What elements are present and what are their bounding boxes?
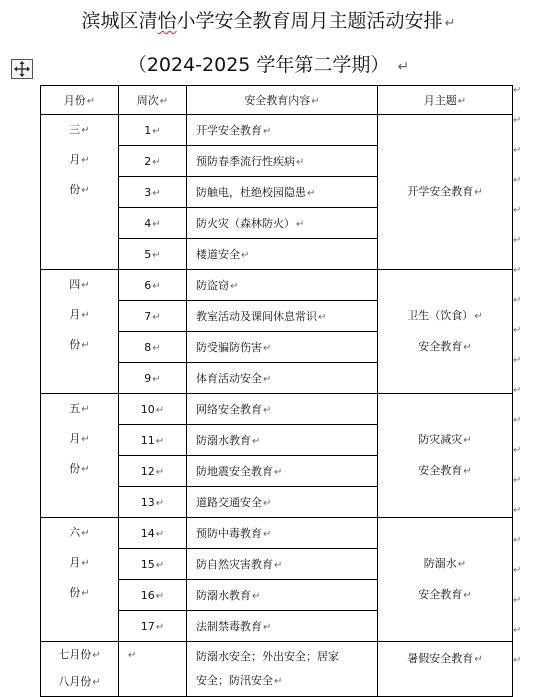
week-cell-empty [119, 642, 187, 697]
week-cell: 2↵ [119, 146, 187, 177]
theme-label: 安全教育↵ [418, 463, 472, 477]
cell-end-mark-icon: ↵ [152, 218, 161, 230]
content-cell: 楼道安全↵ [187, 239, 378, 270]
cell-end-mark-icon: ↵ [252, 436, 261, 447]
month-cell [41, 270, 119, 394]
cell-end-mark-icon: ↵ [81, 464, 90, 475]
cell-end-mark-icon: ↵ [474, 310, 483, 322]
table-move-handle[interactable] [11, 59, 33, 79]
row-end-mark-icon: ↵ [513, 655, 522, 666]
header-content: 安全教育内容↵ [187, 86, 378, 115]
paragraph-mark-icon: ↵ [397, 59, 410, 75]
theme-label: 安全教育↵ [418, 587, 472, 601]
month-cell [41, 115, 119, 270]
row-end-mark-icon: ↵ [513, 385, 522, 396]
week-cell: 5↵ [119, 239, 187, 270]
cell-end-mark-icon: ↵ [474, 654, 483, 665]
cell-end-mark-icon: ↵ [81, 404, 90, 415]
month-label: 月↵ [69, 308, 90, 321]
paragraph-mark-icon: ↵ [444, 16, 456, 31]
cell-end-mark-icon: ↵ [81, 125, 90, 136]
cell-end-mark-icon: ↵ [81, 588, 90, 599]
week-cell: 3↵ [119, 177, 187, 208]
row-end-mark-icon: ↵ [513, 505, 522, 516]
week-cell: 4↵ [119, 208, 187, 239]
cell-end-mark-icon: ↵ [263, 374, 272, 385]
content-cell: 防自然灾害教育↵ [187, 549, 378, 580]
week-cell: 6↵ [119, 270, 187, 301]
subtitle-text: （2024-2025 学年第二学期） [127, 54, 390, 76]
table-row [41, 115, 513, 146]
month-cell [41, 642, 119, 697]
cell-end-mark-icon: ↵ [81, 310, 90, 321]
cell-end-mark-icon: ↵ [155, 466, 165, 478]
row-end-mark-icon: ↵ [513, 475, 522, 486]
cell-end-mark-icon: ↵ [152, 311, 161, 323]
theme-label: 安全教育↵ [418, 339, 472, 353]
month-label: 三↵ [69, 123, 90, 136]
month-label: 五↵ [69, 402, 90, 415]
row-end-mark-icon: ↵ [513, 595, 522, 606]
cell-end-mark-icon: ↵ [263, 343, 272, 354]
move-icon [14, 61, 30, 77]
cell-end-mark-icon: ↵ [474, 186, 483, 198]
cell-end-mark-icon: ↵ [274, 467, 283, 478]
content-cell: 防盗窃↵ [187, 270, 378, 301]
cell-end-mark-icon: ↵ [152, 249, 161, 261]
cell-end-mark-icon: ↵ [263, 622, 272, 633]
month-label: 月↵ [69, 556, 90, 569]
cell-end-mark-icon: ↵ [263, 126, 272, 137]
header-theme: 月主题↵ [378, 86, 513, 115]
month-label: 八月份↵ [58, 675, 101, 688]
cell-end-mark-icon: ↵ [457, 558, 467, 570]
month-label: 份↵ [69, 586, 90, 599]
content-cell: 网络安全教育↵ [187, 394, 378, 425]
cell-end-mark-icon: ↵ [463, 465, 472, 477]
cell-end-mark-icon: ↵ [152, 280, 161, 292]
title-prefix: 滨城区清 [81, 10, 158, 32]
row-end-mark-icon: ↵ [513, 295, 522, 306]
cell-end-mark-icon: ↵ [152, 156, 161, 168]
month-label: 七月份↵ [58, 648, 101, 661]
theme-label: 开学安全教育↵ [407, 184, 483, 198]
table-row [41, 518, 513, 549]
cell-end-mark-icon: ↵ [263, 529, 272, 540]
content-cell: 法制禁毒教育↵ [187, 611, 378, 642]
schedule-table [40, 85, 513, 697]
row-end-mark-icon: ↵ [513, 265, 522, 276]
table-row-summer [41, 642, 513, 697]
document-title [0, 6, 537, 33]
theme-label: 防灾减灾↵ [418, 432, 472, 446]
header-week: 周次↵ [119, 86, 187, 115]
cell-end-mark-icon: ↵ [241, 250, 250, 261]
content-cell: 防地震安全教育↵ [187, 456, 378, 487]
content-cell: 预防中毒教育↵ [187, 518, 378, 549]
theme-label: 卫生（饮食）↵ [407, 308, 483, 322]
cell-end-mark-icon: ↵ [81, 185, 90, 196]
row-end-mark-icon: ↵ [513, 325, 522, 336]
cell-end-mark-icon: ↵ [81, 280, 90, 291]
month-label: 月↵ [69, 432, 90, 445]
row-end-mark-icon: ↵ [513, 145, 522, 156]
week-cell: 7↵ [119, 301, 187, 332]
cell-end-mark-icon: ↵ [81, 434, 90, 445]
cell-end-mark-icon: ↵ [155, 621, 165, 633]
cell-end-mark-icon: ↵ [92, 650, 101, 661]
cell-end-mark-icon: ↵ [463, 589, 472, 601]
document-subtitle [0, 50, 537, 77]
month-label: 六↵ [69, 526, 90, 539]
week-cell: 10↵ [119, 394, 187, 425]
cell-end-mark-icon: ↵ [152, 342, 161, 354]
week-cell: 8↵ [119, 332, 187, 363]
row-end-mark-icon: ↵ [513, 235, 522, 246]
cell-end-mark-icon: ↵ [81, 528, 90, 539]
week-cell: 12↵ [119, 456, 187, 487]
cell-end-mark-icon: ↵ [152, 125, 161, 137]
table-header-row [41, 86, 513, 115]
cell-end-mark-icon: ↵ [152, 187, 161, 199]
week-cell: 16↵ [119, 580, 187, 611]
cell-end-mark-icon: ↵ [155, 435, 165, 447]
spellcheck-flagged-word: 怡 [157, 10, 177, 32]
cell-end-mark-icon: ↵ [463, 434, 472, 446]
content-cell: 防火灾（森林防火）↵ [187, 208, 378, 239]
theme-label: 防溺水↵ [423, 556, 467, 570]
cell-end-mark-icon: ↵ [274, 560, 283, 571]
row-end-mark-icon: ↵ [513, 115, 522, 126]
row-end-mark-icon: ↵ [513, 355, 522, 366]
theme-cell [378, 115, 513, 270]
row-end-mark-icon: ↵ [513, 445, 522, 456]
title-suffix: 小学安全教育周月主题活动安排 [176, 10, 443, 32]
cell-end-mark-icon: ↵ [296, 157, 305, 168]
cell-end-mark-icon: ↵ [155, 559, 165, 571]
content-cell: 预防春季流行性疾病↵ [187, 146, 378, 177]
cell-end-mark-icon: ↵ [263, 498, 272, 509]
row-end-mark-icon: ↵ [513, 565, 522, 576]
cell-end-mark-icon: ↵ [296, 219, 305, 230]
week-cell: 1↵ [119, 115, 187, 146]
content-cell: 防溺水安全；外出安全；居家 安全；防汛安全↵ [187, 642, 378, 697]
content-cell: 开学安全教育↵ [187, 115, 378, 146]
cell-end-mark-icon: ↵ [81, 558, 90, 569]
cell-end-mark-icon: ↵ [230, 281, 239, 292]
week-cell: 9↵ [119, 363, 187, 394]
content-cell: 防受骗防伤害↵ [187, 332, 378, 363]
theme-cell [378, 270, 513, 394]
header-month: 月份↵ [41, 86, 119, 115]
week-cell: 13↵ [119, 487, 187, 518]
table-row [41, 394, 513, 425]
cell-end-mark-icon: ↵ [81, 340, 90, 351]
month-cell [41, 518, 119, 642]
cell-end-mark-icon: ↵ [81, 155, 90, 166]
row-end-marks [513, 85, 529, 691]
row-end-mark-icon: ↵ [513, 175, 522, 186]
month-cell [41, 394, 119, 518]
cell-end-mark-icon: ↵ [252, 591, 261, 602]
content-cell: 教室活动及课间休息常识↵ [187, 301, 378, 332]
content-cell: 体育活动安全↵ [187, 363, 378, 394]
theme-cell [378, 394, 513, 518]
cell-end-mark-icon: ↵ [92, 677, 101, 688]
cell-end-mark-icon: ↵ [152, 373, 161, 385]
cell-end-mark-icon: ↵ [307, 188, 316, 199]
cell-end-mark-icon: ↵ [463, 341, 472, 353]
cell-end-mark-icon: ↵ [318, 312, 327, 323]
cell-end-mark-icon: ↵ [155, 590, 165, 602]
row-end-mark-icon: ↵ [513, 415, 522, 426]
theme-cell [378, 518, 513, 642]
week-cell: 17↵ [119, 611, 187, 642]
content-cell: 防溺水教育↵ [187, 580, 378, 611]
row-end-mark-icon: ↵ [513, 85, 522, 96]
cell-end-mark-icon: ↵ [128, 650, 137, 661]
content-cell: 道路交通安全↵ [187, 487, 378, 518]
month-label: 四↵ [69, 278, 90, 291]
week-cell: 15↵ [119, 549, 187, 580]
month-label: 份↵ [69, 338, 90, 351]
theme-cell: 暑假安全教育↵ [378, 642, 513, 697]
week-cell: 11↵ [119, 425, 187, 456]
row-end-mark-icon: ↵ [513, 625, 522, 636]
cell-end-mark-icon: ↵ [155, 497, 165, 509]
week-cell: 14↵ [119, 518, 187, 549]
cell-end-mark-icon: ↵ [155, 404, 165, 416]
row-end-mark-icon: ↵ [513, 535, 522, 546]
table-row [41, 270, 513, 301]
month-label: 份↵ [69, 462, 90, 475]
cell-end-mark-icon: ↵ [263, 405, 272, 416]
cell-end-mark-icon: ↵ [155, 528, 165, 540]
row-end-mark-icon: ↵ [513, 205, 522, 216]
month-label: 份↵ [69, 183, 90, 196]
content-cell: 防溺水教育↵ [187, 425, 378, 456]
month-label: 月↵ [69, 153, 90, 166]
content-cell: 防触电，杜绝校园隐患↵ [187, 177, 378, 208]
